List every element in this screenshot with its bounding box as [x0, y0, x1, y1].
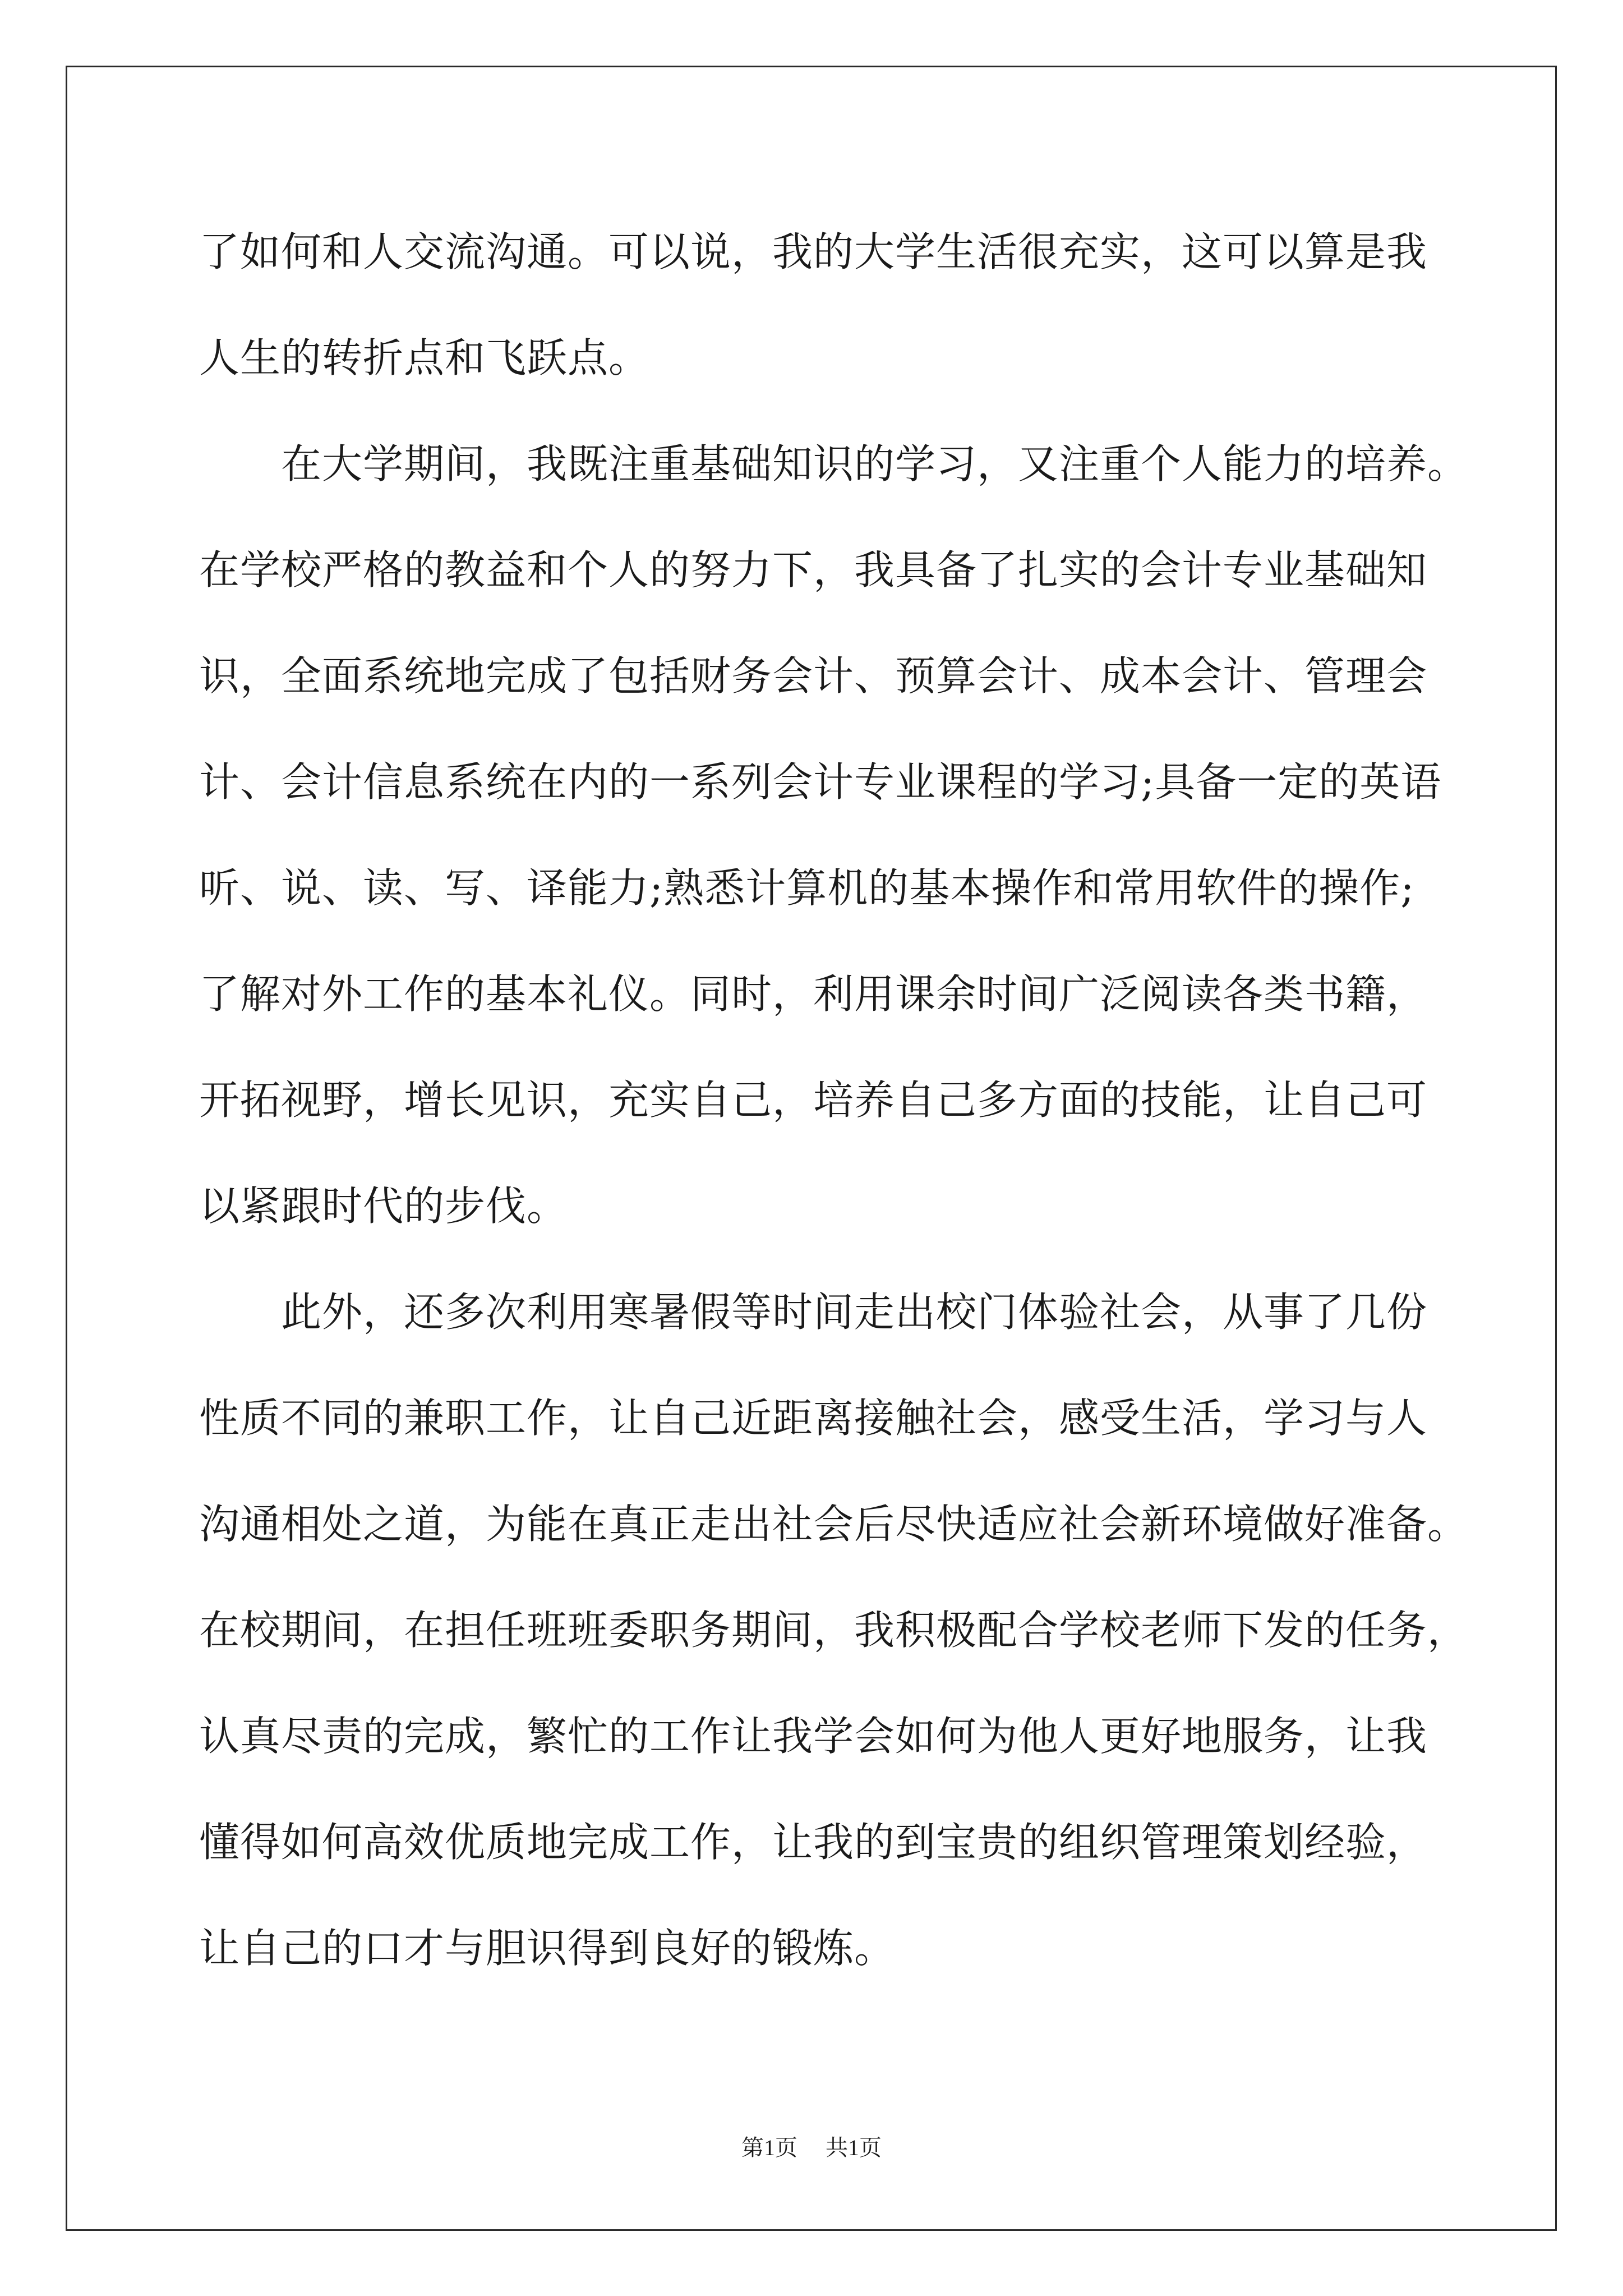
text-line: 让自己的口才与胆识得到良好的锻炼。 — [199, 1925, 896, 1972]
page-footer — [0, 2130, 1623, 2162]
text-line: 听、说、读、写、译能力;熟悉计算机的基本操作和常用软件的操作; — [199, 864, 1415, 912]
text-line: 此外，还多次利用寒暑假等时间走出校门体验社会，从事了几份 — [281, 1289, 1428, 1336]
text-line: 在校期间，在担任班班委职务期间，我积极配合学校老师下发的任务， — [199, 1607, 1469, 1654]
document-body — [199, 199, 1534, 2001]
page-number-total: 共1页 — [826, 2135, 882, 2160]
text-line: 了解对外工作的基本礼仪。同时，利用课余时间广泛阅读各类书籍， — [199, 970, 1428, 1018]
paragraph — [199, 199, 1534, 411]
text-line: 沟通相处之道，为能在真正走出社会后尽快适应社会新环境做好准备。 — [199, 1501, 1469, 1548]
paragraph — [199, 1259, 1534, 2001]
text-line: 识，全面系统地完成了包括财务会计、预算会计、成本会计、管理会 — [199, 652, 1428, 700]
text-line: 开拓视野，增长见识，充实自己，培养自己多方面的技能，让自己可 — [199, 1076, 1428, 1124]
text-line: 了如何和人交流沟通。可以说，我的大学生活很充实，这可以算是我 — [199, 228, 1428, 275]
text-line: 在学校严格的教益和个人的努力下，我具备了扎实的会计专业基础知 — [199, 546, 1428, 593]
text-line: 性质不同的兼职工作，让自己近距离接触社会，感受生活，学习与人 — [199, 1395, 1428, 1442]
paragraph — [199, 411, 1534, 1259]
text-line: 在大学期间，我既注重基础知识的学习，又注重个人能力的培养。 — [281, 440, 1469, 487]
text-line: 以紧跟时代的步伐。 — [199, 1182, 568, 1230]
text-line: 懂得如何高效优质地完成工作，让我的到宝贵的组织管理策划经验， — [199, 1819, 1428, 1866]
text-line: 认真尽责的完成，繁忙的工作让我学会如何为他人更好地服务，让我 — [199, 1713, 1428, 1760]
text-line: 人生的转折点和飞跃点。 — [199, 334, 650, 381]
page-number-current: 第1页 — [741, 2135, 797, 2160]
text-line: 计、会计信息系统在内的一系列会计专业课程的学习;具备一定的英语 — [199, 758, 1442, 806]
